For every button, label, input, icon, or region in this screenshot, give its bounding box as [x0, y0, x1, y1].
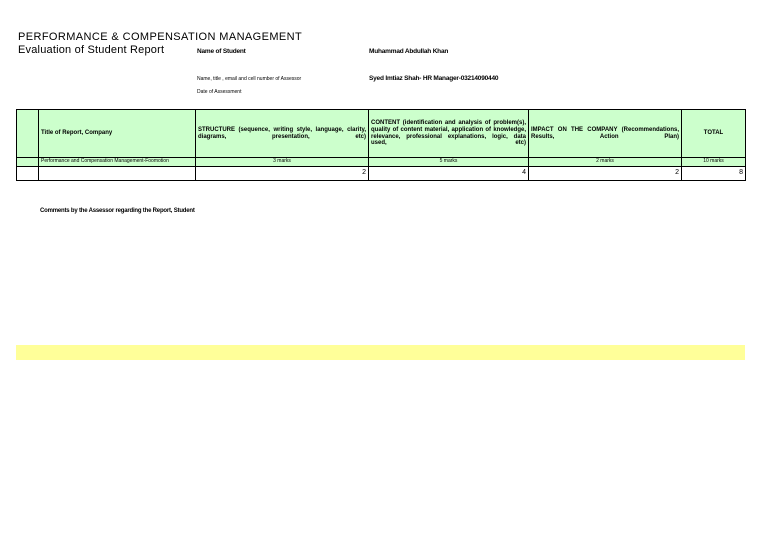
- header-impact-cell[interactable]: IMPACT ON THE COMPANY (Recommendations, Results, Action Plan): [529, 110, 682, 158]
- row-marker-cell[interactable]: [17, 110, 39, 158]
- impact-marks-cell[interactable]: 2 marks: [529, 158, 682, 167]
- student-name-value[interactable]: Muhammad Abdullah Khan: [369, 48, 449, 55]
- assessment-date-label: Date of Assessment: [197, 89, 242, 95]
- structure-marks-cell[interactable]: 3 marks: [196, 158, 369, 167]
- row-marker-cell[interactable]: [17, 167, 39, 181]
- assessor-label: Name, title , email and cell number of Assessor: [197, 76, 302, 82]
- header-structure-cell[interactable]: STRUCTURE (sequence, writing style, language, clarity, diagrams, presentation, etc): [196, 110, 369, 158]
- header-total-cell[interactable]: TOTAL: [682, 110, 746, 158]
- impact-score-cell[interactable]: 2: [529, 167, 682, 181]
- content-marks-cell[interactable]: 5 marks: [369, 158, 529, 167]
- structure-score-cell[interactable]: 2: [196, 167, 369, 181]
- student-name-label: Name of Student: [197, 48, 246, 55]
- total-marks-cell[interactable]: 10 marks: [682, 158, 746, 167]
- page-title: PERFORMANCE & COMPENSATION MANAGEMENT: [18, 31, 303, 43]
- marks-row: [17, 158, 746, 167]
- header-title-cell[interactable]: Title of Report, Company: [39, 110, 196, 158]
- content-score-cell[interactable]: 4: [369, 167, 529, 181]
- assessor-value[interactable]: Syed Imtiaz Shah- HR Manager-03214090440: [369, 75, 499, 82]
- header-content-cell[interactable]: CONTENT (identification and analysis of problem(s), quality of content material, application of knowledge, relevance, professional explanations, logic, data used, etc): [369, 110, 529, 158]
- highlighted-row[interactable]: [16, 345, 745, 360]
- report-title-cell[interactable]: Performance and Compensation Management-Foomotion: [39, 158, 196, 167]
- row-marker-cell[interactable]: [17, 158, 39, 167]
- evaluation-table: [16, 109, 746, 181]
- total-score-cell[interactable]: 8: [682, 167, 746, 181]
- score-title-cell[interactable]: [39, 167, 196, 181]
- table-header-row: [17, 110, 746, 158]
- page-subtitle: Evaluation of Student Report: [18, 44, 165, 56]
- assessor-comments-label: Comments by the Assessor regarding the Report, Student: [40, 208, 195, 214]
- scores-row: [17, 167, 746, 181]
